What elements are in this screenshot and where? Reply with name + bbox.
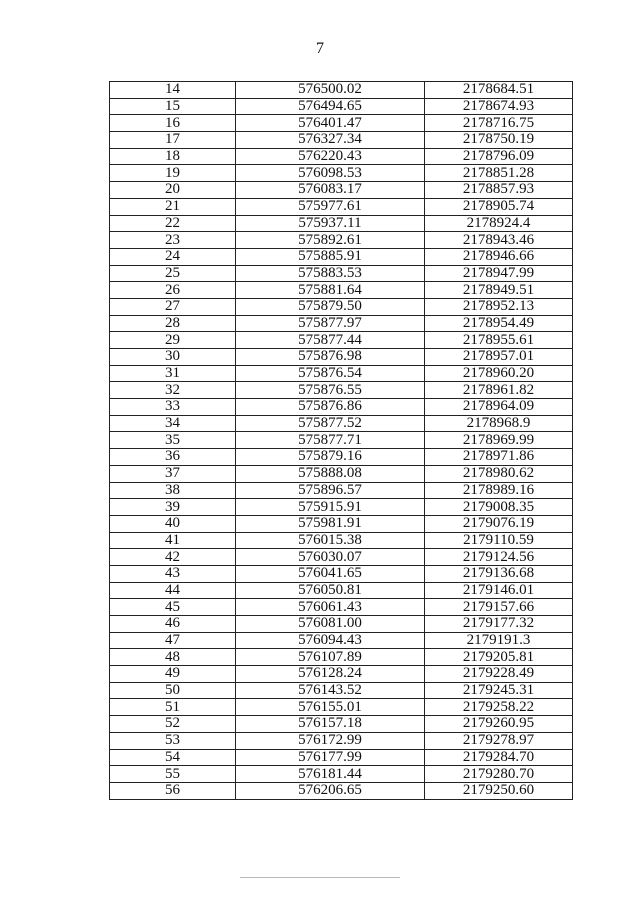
point-number-cell: 31 [110, 365, 236, 382]
x-coordinate-cell: 576015.38 [236, 532, 425, 549]
point-number-cell: 18 [110, 148, 236, 165]
y-coordinate-cell: 2179076.19 [425, 515, 573, 532]
point-number-cell: 29 [110, 332, 236, 349]
table-row [110, 782, 573, 799]
y-coordinate-cell: 2178949.51 [425, 282, 573, 299]
point-number-cell: 41 [110, 532, 236, 549]
y-coordinate-cell: 2178989.16 [425, 482, 573, 499]
x-coordinate-cell: 575879.16 [236, 449, 425, 466]
table-row [110, 315, 573, 332]
x-coordinate-cell: 575876.54 [236, 365, 425, 382]
y-coordinate-cell: 2178674.93 [425, 98, 573, 115]
point-number-cell: 24 [110, 248, 236, 265]
table-row [110, 232, 573, 249]
x-coordinate-cell: 576172.99 [236, 732, 425, 749]
y-coordinate-cell: 2178943.46 [425, 232, 573, 249]
point-number-cell: 26 [110, 282, 236, 299]
point-number-cell: 28 [110, 315, 236, 332]
coordinates-table [109, 81, 573, 800]
table-row [110, 682, 573, 699]
y-coordinate-cell: 2178954.49 [425, 315, 573, 332]
point-number-cell: 54 [110, 749, 236, 766]
table-row [110, 198, 573, 215]
x-coordinate-cell: 575877.97 [236, 315, 425, 332]
table-row [110, 565, 573, 582]
point-number-cell: 47 [110, 632, 236, 649]
y-coordinate-cell: 2178980.62 [425, 465, 573, 482]
point-number-cell: 14 [110, 82, 236, 99]
table-row [110, 165, 573, 182]
y-coordinate-cell: 2178750.19 [425, 132, 573, 149]
x-coordinate-cell: 576094.43 [236, 632, 425, 649]
table-row [110, 482, 573, 499]
point-number-cell: 49 [110, 666, 236, 683]
table-row [110, 716, 573, 733]
x-coordinate-cell: 575896.57 [236, 482, 425, 499]
coordinates-table-body [110, 82, 573, 800]
table-row [110, 215, 573, 232]
x-coordinate-cell: 575877.71 [236, 432, 425, 449]
table-row [110, 582, 573, 599]
y-coordinate-cell: 2179110.59 [425, 532, 573, 549]
point-number-cell: 16 [110, 115, 236, 132]
y-coordinate-cell: 2178971.86 [425, 449, 573, 466]
point-number-cell: 51 [110, 699, 236, 716]
x-coordinate-cell: 576098.53 [236, 165, 425, 182]
y-coordinate-cell: 2179280.70 [425, 766, 573, 783]
x-coordinate-cell: 575876.55 [236, 382, 425, 399]
point-number-cell: 21 [110, 198, 236, 215]
point-number-cell: 34 [110, 415, 236, 432]
x-coordinate-cell: 576128.24 [236, 666, 425, 683]
x-coordinate-cell: 576206.65 [236, 782, 425, 799]
y-coordinate-cell: 2178968.9 [425, 415, 573, 432]
footer-divider [240, 877, 400, 878]
point-number-cell: 52 [110, 716, 236, 733]
point-number-cell: 40 [110, 515, 236, 532]
table-row [110, 766, 573, 783]
y-coordinate-cell: 2179228.49 [425, 666, 573, 683]
point-number-cell: 36 [110, 449, 236, 466]
y-coordinate-cell: 2179157.66 [425, 599, 573, 616]
x-coordinate-cell: 576061.43 [236, 599, 425, 616]
x-coordinate-cell: 575876.98 [236, 349, 425, 366]
point-number-cell: 56 [110, 782, 236, 799]
y-coordinate-cell: 2179177.32 [425, 616, 573, 633]
y-coordinate-cell: 2178924.4 [425, 215, 573, 232]
y-coordinate-cell: 2179124.56 [425, 549, 573, 566]
x-coordinate-cell: 576081.00 [236, 616, 425, 633]
table-row [110, 465, 573, 482]
x-coordinate-cell: 576494.65 [236, 98, 425, 115]
table-row [110, 298, 573, 315]
table-row [110, 515, 573, 532]
x-coordinate-cell: 575881.64 [236, 282, 425, 299]
y-coordinate-cell: 2179250.60 [425, 782, 573, 799]
y-coordinate-cell: 2178851.28 [425, 165, 573, 182]
table-row [110, 532, 573, 549]
y-coordinate-cell: 2179136.68 [425, 565, 573, 582]
point-number-cell: 45 [110, 599, 236, 616]
x-coordinate-cell: 575915.91 [236, 499, 425, 516]
y-coordinate-cell: 2178964.09 [425, 399, 573, 416]
point-number-cell: 15 [110, 98, 236, 115]
point-number-cell: 50 [110, 682, 236, 699]
x-coordinate-cell: 575981.91 [236, 515, 425, 532]
y-coordinate-cell: 2179146.01 [425, 582, 573, 599]
table-row [110, 82, 573, 99]
point-number-cell: 27 [110, 298, 236, 315]
y-coordinate-cell: 2179258.22 [425, 699, 573, 716]
x-coordinate-cell: 575888.08 [236, 465, 425, 482]
x-coordinate-cell: 576107.89 [236, 649, 425, 666]
y-coordinate-cell: 2178960.20 [425, 365, 573, 382]
y-coordinate-cell: 2179284.70 [425, 749, 573, 766]
point-number-cell: 25 [110, 265, 236, 282]
x-coordinate-cell: 575977.61 [236, 198, 425, 215]
point-number-cell: 46 [110, 616, 236, 633]
x-coordinate-cell: 576220.43 [236, 148, 425, 165]
x-coordinate-cell: 575937.11 [236, 215, 425, 232]
y-coordinate-cell: 2178796.09 [425, 148, 573, 165]
table-row [110, 349, 573, 366]
point-number-cell: 44 [110, 582, 236, 599]
point-number-cell: 39 [110, 499, 236, 516]
table-row [110, 382, 573, 399]
y-coordinate-cell: 2178684.51 [425, 82, 573, 99]
y-coordinate-cell: 2178857.93 [425, 182, 573, 199]
x-coordinate-cell: 576500.02 [236, 82, 425, 99]
point-number-cell: 38 [110, 482, 236, 499]
point-number-cell: 55 [110, 766, 236, 783]
point-number-cell: 22 [110, 215, 236, 232]
x-coordinate-cell: 576327.34 [236, 132, 425, 149]
table-row [110, 365, 573, 382]
x-coordinate-cell: 575876.86 [236, 399, 425, 416]
x-coordinate-cell: 576143.52 [236, 682, 425, 699]
table-row [110, 666, 573, 683]
x-coordinate-cell: 576041.65 [236, 565, 425, 582]
point-number-cell: 43 [110, 565, 236, 582]
table-row [110, 98, 573, 115]
y-coordinate-cell: 2178946.66 [425, 248, 573, 265]
point-number-cell: 48 [110, 649, 236, 666]
table-row [110, 415, 573, 432]
table-row [110, 732, 573, 749]
y-coordinate-cell: 2178716.75 [425, 115, 573, 132]
page-number: 7 [316, 40, 324, 57]
x-coordinate-cell: 576083.17 [236, 182, 425, 199]
y-coordinate-cell: 2179008.35 [425, 499, 573, 516]
x-coordinate-cell: 575885.91 [236, 248, 425, 265]
table-row [110, 616, 573, 633]
table-row [110, 265, 573, 282]
table-row [110, 115, 573, 132]
x-coordinate-cell: 575883.53 [236, 265, 425, 282]
point-number-cell: 23 [110, 232, 236, 249]
point-number-cell: 53 [110, 732, 236, 749]
point-number-cell: 35 [110, 432, 236, 449]
y-coordinate-cell: 2178905.74 [425, 198, 573, 215]
table-row [110, 649, 573, 666]
point-number-cell: 32 [110, 382, 236, 399]
table-row [110, 632, 573, 649]
y-coordinate-cell: 2179260.95 [425, 716, 573, 733]
y-coordinate-cell: 2179278.97 [425, 732, 573, 749]
table-row [110, 549, 573, 566]
y-coordinate-cell: 2178957.01 [425, 349, 573, 366]
x-coordinate-cell: 575877.52 [236, 415, 425, 432]
table-row [110, 449, 573, 466]
point-number-cell: 42 [110, 549, 236, 566]
x-coordinate-cell: 575892.61 [236, 232, 425, 249]
table-row [110, 282, 573, 299]
table-row [110, 248, 573, 265]
point-number-cell: 37 [110, 465, 236, 482]
table-row [110, 499, 573, 516]
y-coordinate-cell: 2179205.81 [425, 649, 573, 666]
y-coordinate-cell: 2178969.99 [425, 432, 573, 449]
table-row [110, 332, 573, 349]
x-coordinate-cell: 576155.01 [236, 699, 425, 716]
x-coordinate-cell: 576401.47 [236, 115, 425, 132]
y-coordinate-cell: 2179245.31 [425, 682, 573, 699]
y-coordinate-cell: 2178955.61 [425, 332, 573, 349]
x-coordinate-cell: 575879.50 [236, 298, 425, 315]
y-coordinate-cell: 2178961.82 [425, 382, 573, 399]
x-coordinate-cell: 576181.44 [236, 766, 425, 783]
x-coordinate-cell: 576030.07 [236, 549, 425, 566]
table-row [110, 432, 573, 449]
point-number-cell: 17 [110, 132, 236, 149]
x-coordinate-cell: 576050.81 [236, 582, 425, 599]
y-coordinate-cell: 2179191.3 [425, 632, 573, 649]
y-coordinate-cell: 2178952.13 [425, 298, 573, 315]
table-row [110, 599, 573, 616]
point-number-cell: 20 [110, 182, 236, 199]
table-row [110, 182, 573, 199]
table-row [110, 699, 573, 716]
point-number-cell: 30 [110, 349, 236, 366]
table-row [110, 399, 573, 416]
x-coordinate-cell: 576177.99 [236, 749, 425, 766]
y-coordinate-cell: 2178947.99 [425, 265, 573, 282]
x-coordinate-cell: 576157.18 [236, 716, 425, 733]
point-number-cell: 33 [110, 399, 236, 416]
point-number-cell: 19 [110, 165, 236, 182]
table-row [110, 132, 573, 149]
table-row [110, 148, 573, 165]
x-coordinate-cell: 575877.44 [236, 332, 425, 349]
table-row [110, 749, 573, 766]
